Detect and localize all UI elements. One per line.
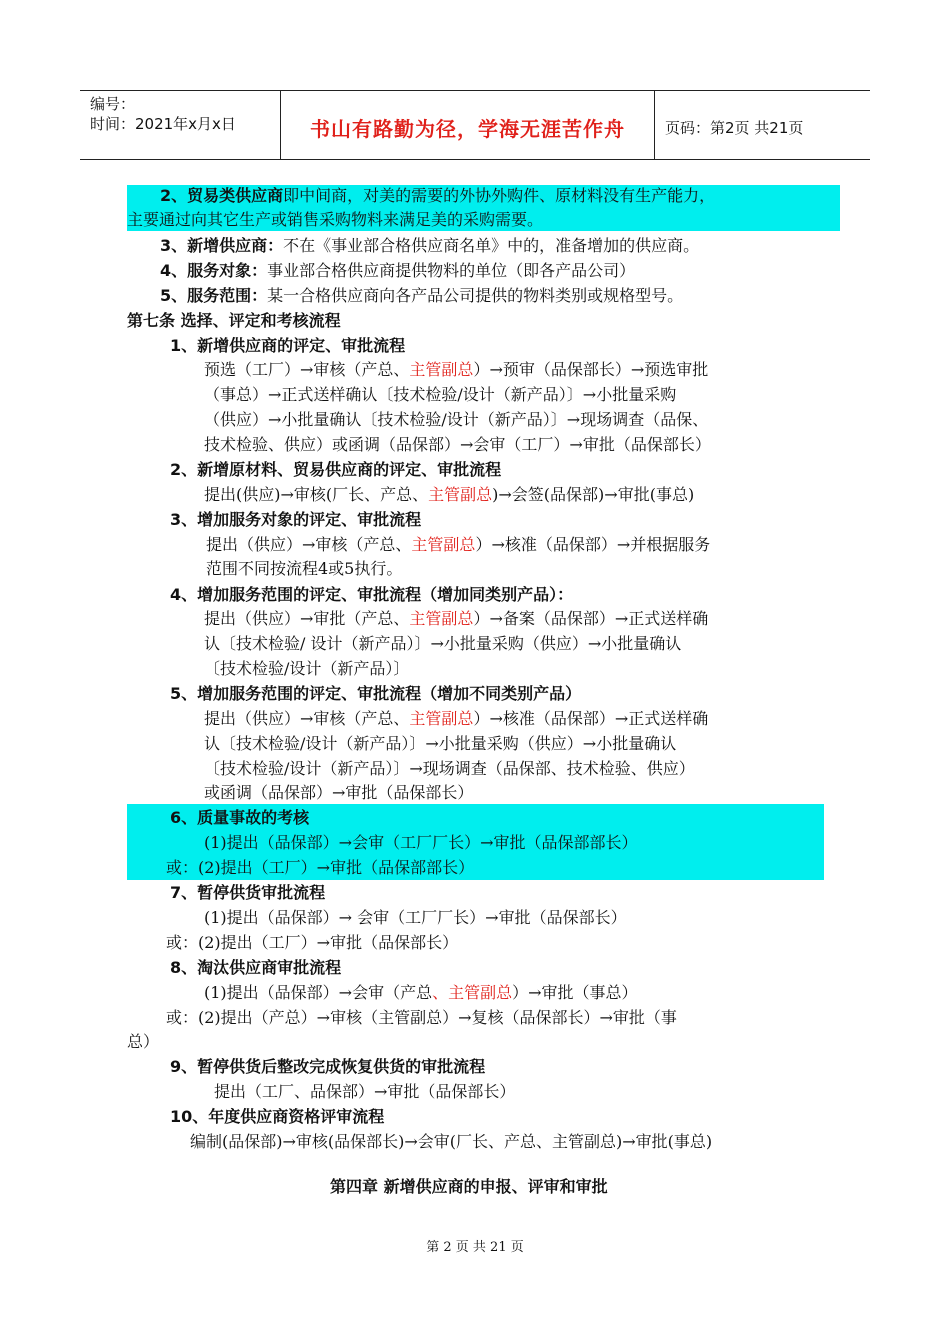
header-page-label: 页码：第2页 共21页 — [665, 119, 804, 137]
flow-2-line-1 — [204, 483, 694, 507]
term-service-scope: 5、服务范围： — [160, 286, 268, 305]
flow-8-line-2: 或：(2)提出（产总）→审核（主管副总）→复核（品保部长）→审批（事 — [166, 1008, 677, 1027]
flow-5-line-3: 〔技术检验/设计（新产品）〕→现场调查（品保部、技术检验、供应） — [204, 759, 695, 778]
header-info-cell — [80, 91, 281, 159]
flow-6-line-1: (1)提出（品保部）→会审（工厂厂长）→审批（品保部部长） — [204, 833, 638, 852]
page-footer: 第 2 页 共 21 页 — [426, 1240, 524, 1255]
flow-5-line-2: 认〔技术检验/设计（新产品）〕→小批量采购（供应）→小批量确认 — [204, 734, 677, 753]
header-motto-cell — [281, 91, 655, 159]
flow-3-heading: 3、增加服务对象的评定、审批流程 — [170, 510, 422, 529]
flow-6-heading: 6、质量事故的考核 — [170, 808, 310, 827]
flow-5-line-4: 或函调（品保部）→审批（品保部长） — [204, 783, 474, 802]
para-service-scope — [160, 284, 683, 308]
flow-4-line-3: 〔技术检验/设计（新产品）〕 — [204, 659, 410, 678]
term-service-object: 4、服务对象： — [160, 261, 268, 280]
text-red-seg: 主管副总 — [409, 609, 474, 628]
flow-1-line-4: 技术检验、供应）或函调（品保部）→会审（工厂）→审批（品保部长） — [204, 435, 711, 454]
flow-7-line-2: 或：(2)提出（工厂）→审批（品保部长） — [166, 933, 459, 952]
text-seg: 提出（供应）→审核（产总、 — [204, 709, 410, 728]
flow-5-line-1 — [204, 707, 708, 731]
text-red-seg: 、主管副总 — [432, 983, 513, 1002]
flow-2-heading: 2、新增原材料、贸易供应商的评定、审批流程 — [170, 460, 502, 479]
text-seg: ）→预审（品保部长）→预选审批 — [473, 360, 709, 379]
def-trade-supplier: 即中间商，对美的需要的外协外购件、原材料没有生产能力， — [283, 186, 716, 205]
flow-8-line-3: 总） — [127, 1032, 160, 1051]
text-seg: 提出(供应)→审核(厂长、产总、 — [204, 485, 429, 504]
flow-7-line-1: (1)提出（品保部）→ 会审（工厂厂长）→审批（品保部长） — [204, 908, 627, 927]
text-seg: 提出（供应）→审批（产总、 — [204, 609, 410, 628]
text-red-seg: 主管副总 — [409, 360, 474, 379]
para-trade-supplier-2: 主要通过向其它生产或销售采购物料来满足美的采购需要。 — [127, 210, 544, 229]
para-trade-supplier-1 — [160, 184, 715, 208]
para-new-supplier — [160, 234, 699, 258]
flow-8-line-1 — [204, 981, 638, 1005]
article-7-heading: 第七条 选择、评定和考核流程 — [127, 311, 341, 330]
text-seg: ）→备案（品保部）→正式送样确 — [473, 609, 709, 628]
header-page-cell — [655, 91, 870, 159]
text-red-seg: 主管副总 — [428, 485, 493, 504]
flow-4-heading: 4、增加服务范围的评定、审批流程（增加同类别产品）： — [170, 585, 574, 604]
def-new-supplier: 不在《事业部合格供应商名单》中的，准备增加的供应商。 — [283, 236, 700, 255]
header-motto: 书山有路勤为径，学海无涯苦作舟 — [310, 117, 625, 141]
text-seg: )→会签(品保部)→审批(事总) — [492, 485, 695, 504]
flow-1-line-1 — [204, 358, 708, 382]
text-seg: ）→审批（事总） — [512, 983, 638, 1002]
flow-4-line-1 — [204, 607, 708, 631]
chapter-4-heading: 第四章 新增供应商的申报、评审和审批 — [330, 1177, 608, 1196]
def-service-object: 事业部合格供应商提供物料的单位（即各产品公司） — [267, 261, 636, 280]
text-red-seg: 主管副总 — [411, 535, 476, 554]
doc-number-label: 编号： — [90, 95, 136, 113]
document-header — [80, 90, 870, 160]
flow-8-heading: 8、淘汰供应商审批流程 — [170, 958, 342, 977]
flow-3-line-1 — [206, 533, 710, 557]
term-new-supplier: 3、新增供应商： — [160, 236, 284, 255]
flow-10-line-1: 编制(品保部)→审核(品保部长)→会审(厂长、产总、主管副总)→审批(事总) — [190, 1132, 713, 1151]
flow-6-line-2: 或：(2)提出（工厂）→审批（品保部部长） — [166, 858, 475, 877]
flow-3-line-2: 范围不同按流程4或5执行。 — [206, 559, 403, 578]
para-service-object — [160, 259, 635, 283]
term-trade-supplier: 2、贸易类供应商 — [160, 186, 284, 205]
flow-10-heading: 10、年度供应商资格评审流程 — [170, 1107, 385, 1126]
flow-9-heading: 9、暂停供货后整改完成恢复供货的审批流程 — [170, 1057, 486, 1076]
text-seg: ）→核准（品保部）→正式送样确 — [473, 709, 709, 728]
text-seg: ）→核准（品保部）→并根据服务 — [475, 535, 711, 554]
text-red-seg: 主管副总 — [409, 709, 474, 728]
flow-7-heading: 7、暂停供货审批流程 — [170, 883, 326, 902]
text-seg: (1)提出（品保部）→会审（产总 — [204, 983, 433, 1002]
flow-1-heading: 1、新增供应商的评定、审批流程 — [170, 336, 406, 355]
doc-date-label: 时间：2021年x月x日 — [90, 115, 236, 133]
flow-4-line-2: 认〔技术检验/ 设计（新产品）〕→小批量采购（供应）→小批量确认 — [204, 634, 682, 653]
text-seg: 预选（工厂）→审核（产总、 — [204, 360, 410, 379]
flow-9-line-1: 提出（工厂、品保部）→审批（品保部长） — [214, 1082, 516, 1101]
def-service-scope: 某一合格供应商向各产品公司提供的物料类别或规格型号。 — [267, 286, 684, 305]
flow-1-line-3: （供应）→小批量确认〔技术检验/设计（新产品）〕→现场调查（品保、 — [204, 410, 709, 429]
flow-5-heading: 5、增加服务范围的评定、审批流程（增加不同类别产品） — [170, 684, 582, 703]
flow-1-line-2: （事总）→正式送样确认〔技术检验/设计（新产品）〕→小批量采购 — [204, 385, 677, 404]
text-seg: 提出（供应）→审核（产总、 — [206, 535, 412, 554]
